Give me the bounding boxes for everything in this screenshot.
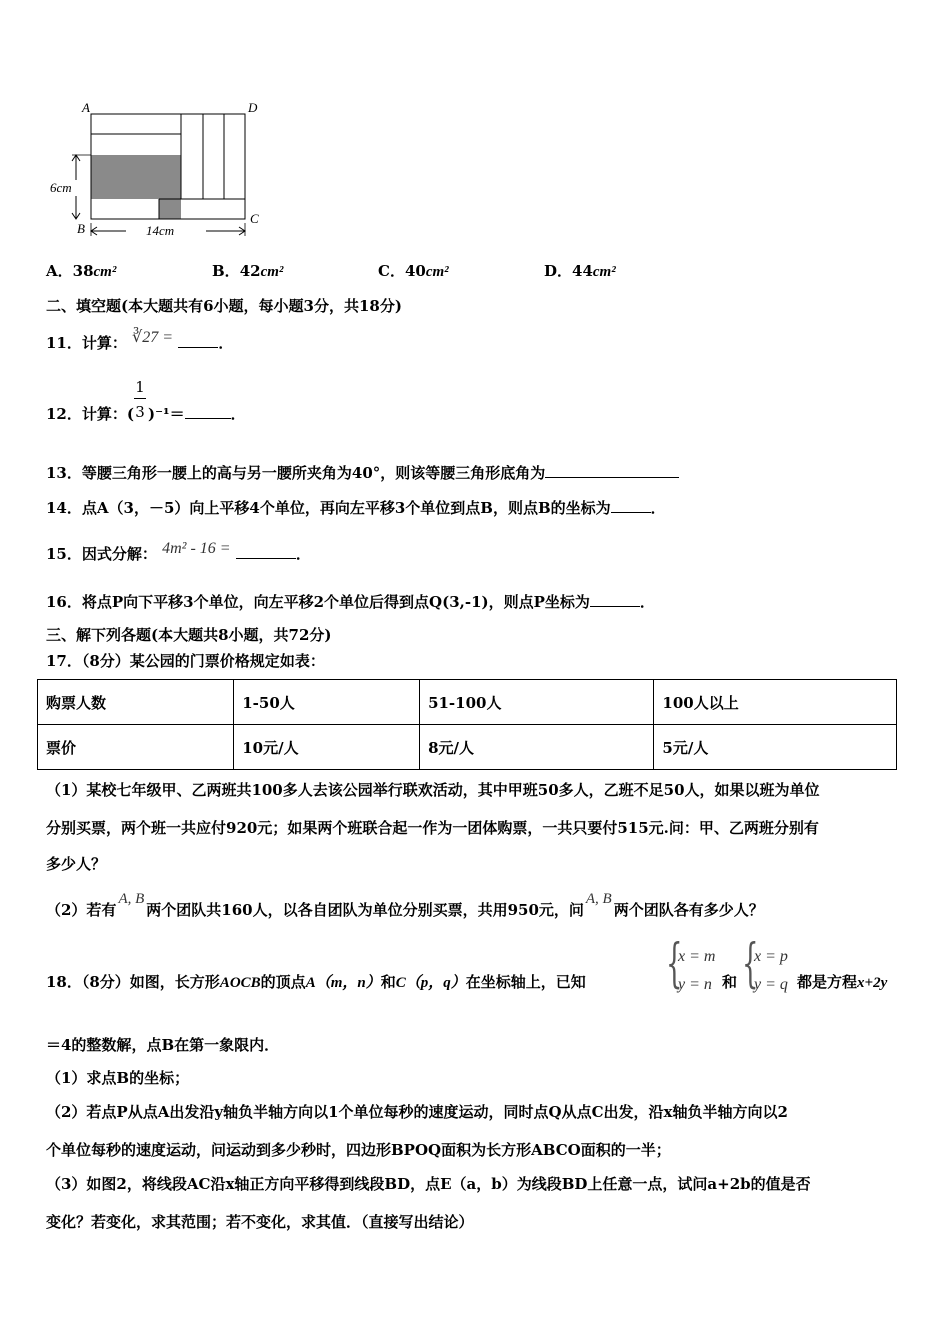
shaded-notch — [159, 199, 181, 219]
fraction-bar — [134, 398, 146, 399]
table-cell: 购票人数 — [38, 680, 234, 725]
answer-blank-12[interactable] — [185, 404, 231, 419]
question-17-title: 17．（8分）某公园的门票价格规定如表： — [46, 652, 325, 670]
option-a[interactable]: A．38cm² — [46, 262, 117, 280]
option-d[interactable]: D．44cm² — [544, 262, 616, 280]
question-16: 16．将点P向下平移3个单位，向左平移2个单位后得到点Q(3,-1)，则点P坐标为 ． — [46, 593, 655, 611]
system-2-bottom: y = q — [754, 976, 788, 993]
q17-part1-line3: 多少人？ — [46, 855, 107, 873]
q18-part1: （1）求点B的坐标； — [46, 1069, 190, 1087]
fraction-denominator: 3 — [135, 403, 145, 421]
label-D: D — [248, 100, 258, 115]
q18-part2-line2: 个单位每秒的速度运动，问运动到多少秒时，四边形BPOQ面积为长方形ABCO面积的一半； — [46, 1141, 671, 1159]
label-6cm: 6cm — [50, 180, 72, 195]
table-cell: 1-50人 — [234, 680, 420, 725]
q18-part3-line2: 变化？若变化，求其范围；若不变化，求其值．（直接写出结论） — [46, 1213, 474, 1231]
option-c[interactable]: C．40cm² — [378, 262, 449, 280]
question-13: 13．等腰三角形一腰上的高与另一腰所夹角为40°，则该等腰三角形底角为 — [46, 462, 679, 483]
brace-system-2: { — [742, 934, 759, 994]
answer-blank-14[interactable] — [611, 498, 651, 513]
table-cell: 5元/人 — [654, 725, 897, 770]
table-cell: 票价 — [38, 725, 234, 770]
brace-system-1: { — [666, 934, 683, 994]
answer-blank-11[interactable] — [178, 333, 218, 348]
table-cell: 10元/人 — [234, 725, 420, 770]
q18-line1-part1: 18．（8分）如图，长方形AOCB的顶点A（m，n）和C（p，q）在坐标轴上，已知 — [46, 973, 586, 991]
section-2-heading: 二、填空题(本大题共有6小题，每小题3分，共18分) — [46, 297, 402, 315]
factor-expr: 4m² - 16 = — [162, 540, 231, 557]
label-14cm: 14cm — [146, 223, 175, 238]
system-1-bottom: y = n — [678, 976, 712, 993]
question-15: 15．因式分解： 4m² - 16 = ． — [46, 540, 311, 563]
q18-line1-part2: 都是方程x+2y — [797, 973, 888, 991]
q17-part1-line2: 分别买票，两个班一共应付920元；如果两个班联合起一作为一团体购票，一共只要付515元.问：甲、乙两班分别有 — [46, 819, 819, 837]
question-11: 11．计算： ∛27 = ． — [46, 329, 234, 352]
q18-part3-line1: （3）如图2，将线段AC沿x轴正方向平移得到线段BD，点E（a，b）为线段BD上任意一点，试问a+2b的值是否 — [46, 1175, 811, 1193]
fraction-numerator: 1 — [135, 378, 145, 396]
system-1-top: x = m — [678, 948, 716, 965]
table-cell: 8元/人 — [420, 725, 654, 770]
answer-blank-16[interactable] — [590, 592, 640, 607]
q18-line2: ＝4的整数解，点B在第一象限内． — [46, 1036, 280, 1054]
question-12: 12．计算：( — [46, 405, 134, 423]
label-A: A — [82, 100, 90, 115]
cube-root-expr: ∛27 = — [132, 329, 174, 346]
section-3-heading: 三、解下列各题(本大题共8小题，共72分) — [46, 626, 332, 644]
question-14: 14．点A（3，－5）向上平移4个单位，再向左平移3个单位到点B，则点B的坐标为 ． — [46, 499, 666, 517]
option-b[interactable]: B．42cm² — [212, 262, 284, 280]
rectangle-figure — [44, 96, 274, 246]
q18-part2-line1: （2）若点P从点A出发沿y轴负半轴方向以1个单位每秒的速度运动，同时点Q从点C出发，沿x轴负半轴方向以2 — [46, 1103, 788, 1121]
q17-part2: （2）若有A, B两个团队共160人，以各自团队为单位分别买票，共用950元，问A, B两个团队各有多少人？ — [46, 891, 764, 919]
table-row — [38, 725, 897, 770]
system-2-top: x = p — [754, 948, 788, 965]
answer-blank-15[interactable] — [236, 544, 296, 559]
table-cell: 51-100人 — [420, 680, 654, 725]
question-12-rest: )⁻¹＝ ． — [148, 405, 246, 423]
label-C: C — [250, 211, 259, 226]
q18-and: 和 — [722, 973, 738, 991]
label-B: B — [77, 221, 85, 236]
table-row — [38, 680, 897, 725]
table-cell: 100人以上 — [654, 680, 897, 725]
q17-part1-line1: （1）某校七年级甲、乙两班共100多人去该公园举行联欢活动，其中甲班50多人，乙班不足50人，如果以班为单位 — [46, 781, 820, 799]
shaded-region — [91, 155, 181, 199]
answer-blank-13[interactable] — [545, 463, 679, 478]
ticket-price-table — [37, 679, 897, 770]
